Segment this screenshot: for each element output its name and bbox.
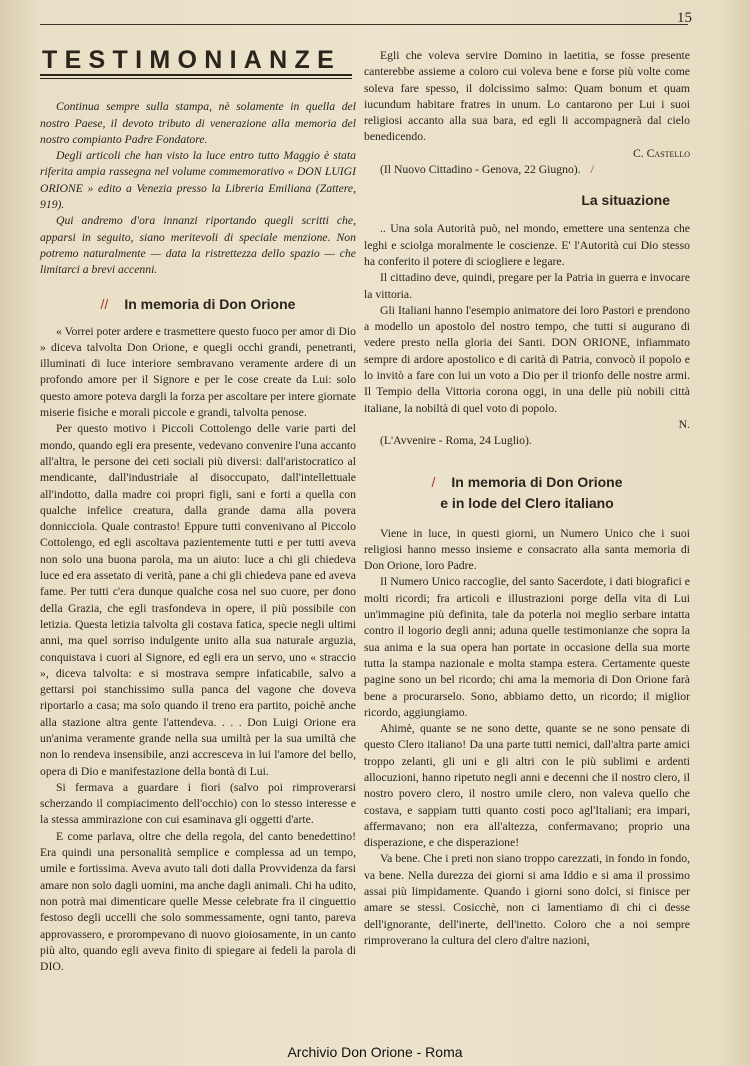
article1-paragraph: Si fermava a guardare i fiori (salvo poi rimproverarsi scherzando il compiacimento dell'occhio) con lo stesso interesse e la stessa ammirazione con cui esaminava gli oggetti d'arte. <box>40 780 356 827</box>
article1-title: In memoria di Don Orione <box>124 295 296 312</box>
header-rule <box>40 24 688 25</box>
intro <box>40 99 356 278</box>
intro-paragraph: Continua sempre sulla stampa, nè solamente in quella del nostro Paese, il devoto tributo di venerazione alla memoria del nostro compianto Padre Fondatore. <box>40 100 356 146</box>
article2-paragraph: Gli Italiani hanno l'esempio animatore dei loro Pastori e prendono a modello un apostolo del nostro tempo, che tutti si augurano di vedere presto nella gloria dei Santi. DON ORIONE, infiammato sempre di ardore apostolico e di carità di Patria, convocò il popolo e lo invitò a fare con lui un voto a Dio per il trionfo delle nostre armi. Il Tempio della Vittoria corona oggi, in una delle più nobili città italiane, la nobiltà di quel voto di popolo. <box>364 303 690 415</box>
masthead: TESTIMONIANZE <box>42 46 342 74</box>
article3-title-text: In memoria di Don Orione <box>451 473 623 490</box>
article1-paragraph: « Vorrei poter ardere e trasmettere questo fuoco per amor di Dio » diceva talvolta Don Orione, e quegli occhi grandi, penetranti, illuminati di luce interiore sembravano veramente ardere di un profondo amore per il Signore e per le cose create da Lui: solo questo amore poteva dargli la forza per ascoltare per intere giornate miserie fisiche e morali piccole e grandi, talvolta penose. <box>40 324 356 420</box>
article3-paragraph: Il Numero Unico raccoglie, del santo Sacerdote, i dati biografici e molti ricordi; fra articoli e illustrazioni porge della vita di Lui un'immagine più definita, tale da poterla noi meglio serbare intatta contro il logorio degli anni; aduna quelle testimonianze che sopra la sua anima e la sua opera han portate in occasione della sua morte tutta la stampa nazionale e molta stampa estera. Certamente queste pagine sono un bel ricordo; chi ama la memoria di Don Orione farà bene a procurarselo. Sono, abbiamo detto, un ricordo; il miglior ricordo, aggiungiamo. <box>364 575 690 719</box>
red-pencil-mark-icon: // <box>100 295 109 312</box>
source-text: (Il Nuovo Cittadino - Genova, 22 Giugno). <box>380 163 581 177</box>
article1-paragraph: Per questo motivo i Piccoli Cottolengo delle varie parti del mondo, quando egli era presente, vedevano convenire l'una accanto all'altra, le persone dei ceti sociali più diversi: dall'aristocratico al mendicante, dall'industriale al disoccupato, dall'intellettuale all'indotto, dalla madre coi propri figli, sani e forti a quella con qualche infelice creatura, dalla grande dama alla povera donnicciola. Quale contrasto! Eppure tutti convenivano al Piccolo Cottolengo, ed egli ascoltava pazientemente tutti e per tutti aveva non solo una buona parola, ma un aiuto: luce a chi gli chiedeva luce ed era assetato di verità, pane a chi gli chiedeva pane ed aveva fame. Per tutti c'era dunque qualche cosa nel suo cuore, per dono della Grazia, che egli trasfondeva in opere, il più possibile con letizia. Questa letizia talvolta gli costava fatica, specie negli ultimi anni, ma quel sorriso indulgente unito alla sua naturale arguzia, conquistava i cuori al Signore, ed egli era un servo, uno « straccio », diceva talvolta: e si mostrava sempre infaticabile, salvo a gettarsi poi stanchissimo sulla panca del vagone che doveva riportarlo a casa; ma solo quando il treno era partito, poichè anche alla stazione altra gente l'attendeva. . . . Don Luigi Orione era un'anima veramente grande nella sua umiltà per la sua umiltà che non lo rendeva insensibile, anzi accresceva in lui l'amore del bello, opera di Dio e manifestazione della bontà di Lui. <box>40 422 356 778</box>
article2-source: (L'Avvenire - Roma, 24 Luglio). <box>380 434 532 448</box>
intro-paragraph: Degli articoli che han visto la luce entro tutto Maggio è stata riferita ampia rassegna nel volume commemorativo « DON LUIGI ORIONE » edito a Venezia presso la Libreria Emiliana (Zattere, 919). <box>40 149 356 212</box>
article2-signature: N. <box>678 417 690 431</box>
archive-footer: Archivio Don Orione - Roma <box>287 1044 463 1060</box>
signature-text: C. Castello <box>633 146 690 160</box>
article3-paragraph: Viene in luce, in questi giorni, un Numero Unico che i suoi religiosi hanno messo insieme e consacrato alla santa memoria di Don Orione, loro Padre. <box>364 526 690 573</box>
article3-title-line2: e in lode del Clero italiano <box>440 494 614 511</box>
article1-signature <box>364 146 690 162</box>
page-number: 15 <box>677 10 692 26</box>
article1-paragraph: E come parlava, oltre che della regola, del canto benedettino! Era quindi una personalità semplice e complessa ad un tempo, umile e fortissima. Aveva avuto tali doti dalla Provvidenza da farsi amare non solo dagli uomini, ma anche dagli animali. Chi ha udito, non potrà mai dimenticare quelle Messe celebrate fra il cinguettio festoso degli uccelli che solo sommessamente, ogni tanto, pareva approvassero, e prorompevano di nuovo gioiosamente, in un canto più alto, quando egli aveva finito di spiegare ai fedeli la parola di DIO. <box>40 829 356 974</box>
intro-paragraph: Qui andremo d'ora innanzi riportando quegli scritti che, apparsi in seguito, siano meritevoli di speciale menzione. Non potremo naturalmente — data la ristrettezza dello spazio — che limitarci a brevi accenni. <box>40 214 356 277</box>
red-pencil-mark-icon: / <box>590 163 594 177</box>
article2-paragraph: Il cittadino deve, quindi, pregare per la Patria in guerra e invocare la vittoria. <box>364 271 690 301</box>
left-column <box>40 48 356 975</box>
article2-title: La situazione <box>581 192 670 209</box>
right-column <box>364 48 690 949</box>
red-pencil-mark-icon: / <box>431 473 436 490</box>
article3-paragraph: Va bene. Che i preti non siano troppo carezzati, in fondo in fondo, va bene. Nella durezza dei giorni si ama Iddio e si ama il prossimo assai più limpidamente. Quando i giorni sono dolci, si finisce per amare se stessi. Cosicchè, non ci lamentiamo di chi ci desse dell'ignorante, dell'inerte, dell'inetto. Coloro che a noi sempre rimproverano la cultura del clero d'altre nazioni, <box>364 852 690 947</box>
article3-paragraph: Ahimè, quante se ne sono dette, quante se ne sono pensate di questo Clero italiano! Da una parte tutti nemici, dall'altra parte amici troppo zelanti, gli uni e gli altri con le più sublimi e ardenti allocuzioni, hanno ripetuto negli anni e decenni che il nostro clero, il nostro povero clero, il nostro umile clero, non valeva quello che costava, e sappiam tutti quanto costi poco agl'Italiani; era impari, affermavano; non era all'altezza, confermavano; proprio una disperazione, e che disperazione! <box>364 722 690 850</box>
article1-paragraph: Egli che voleva servire Domino in laetitia, se fosse presente canterebbe assieme a coloro cui voleva bene e forse più volte come soleva fare spesso, il dolcissimo salmo: Quam bonum et quam iucundum habitare fratres in unum. Lo cantarono per Lui i suoi religiosi accanto alla sua bara, ed egli li accompagnerà dal cielo benedicendo. <box>364 49 690 144</box>
article1-title-heading <box>40 294 356 315</box>
article2-paragraph: .. Una sola Autorità può, nel mondo, emettere una sentenza che leghi e sciolga moralmente le coscienze. E' l'Autorità cui Dio stesso ha conferito il potere di sciogliere e legare. <box>364 222 690 268</box>
masthead-rule <box>40 74 352 79</box>
article1-source <box>364 162 690 178</box>
article3-title-line1 <box>364 472 690 493</box>
